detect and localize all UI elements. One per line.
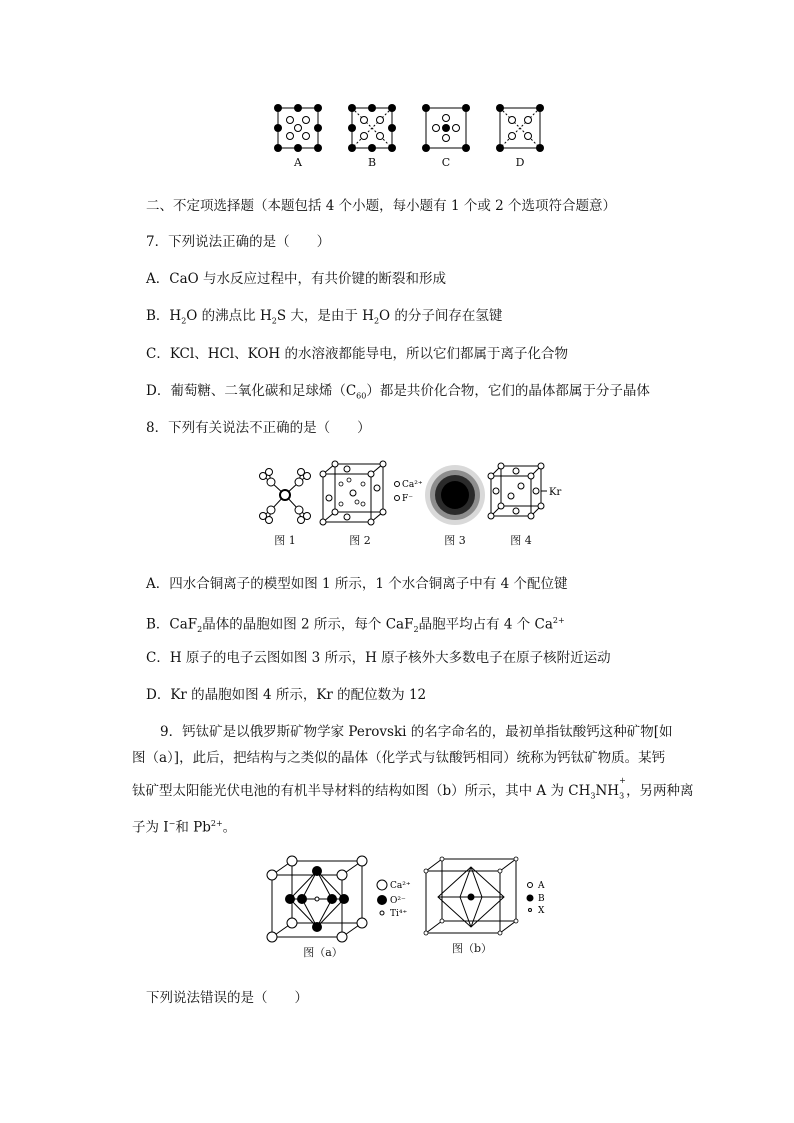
- fig-a-legend-o: O²⁻: [390, 896, 406, 906]
- fig-a-label: 图（a）: [303, 946, 343, 959]
- q8-fig1-label: 图 1: [274, 534, 296, 547]
- q7-option-b: B．$H_2O$ 的沸点比 $H_2S$ 大，是由于 $H_2O$ 的分子间存在氢键: [146, 308, 503, 326]
- q9-line2: 图（a）]，此后，把结构与之类似的晶体（化学式与钛酸钙相同）统称为钙钛矿物质。某钙: [132, 750, 666, 766]
- q9-line4: 子为 I−和 $Pb^{2+}$。: [132, 819, 237, 836]
- q9-line1: 9．钙钛矿是以俄罗斯矿物学家 Perovski 的名字命名的，最初单指钛酸钙这种矿物[如: [160, 724, 673, 740]
- fig2-caf2-cell: [320, 461, 400, 525]
- q7-option-c: C．KCl、HCl、KOH 的水溶液都能导电，所以它们都属于离子化合物: [146, 346, 568, 362]
- q8-stem: 8．下列有关说法不正确的是（ ）: [146, 420, 371, 436]
- q7-option-d: D．葡萄糖、二氧化碳和足球烯$(C_{60})$都是共价化合物，它们的晶体都属于分子晶体: [146, 383, 650, 401]
- fig-label-c: C: [441, 156, 451, 169]
- fig-b-label: 图（b）: [451, 942, 493, 955]
- fig3-electron-cloud: [425, 465, 485, 525]
- q8-option-c: C．H 原子的电子云图如图 3 所示，H 原子核外大多数电子在原子核附近运动: [146, 650, 611, 666]
- q9-tail: 下列说法错误的是（ ）: [146, 990, 308, 1006]
- q8-fig2-label: 图 2: [349, 534, 371, 547]
- fig-b-perovskite: [424, 857, 533, 935]
- q8-fig4-label: 图 4: [510, 534, 532, 547]
- q8-option-d: D．Kr 的晶胞如图 4 所示，Kr 的配位数为 12: [146, 687, 427, 703]
- fig4-kr-cell: [488, 463, 547, 519]
- q7-option-a: A．CaO 与水反应过程中，有共价键的断裂和形成: [146, 271, 446, 287]
- pattern-a: [274, 104, 322, 152]
- pattern-b: [348, 104, 396, 152]
- fig-a-perovskite: [267, 856, 387, 942]
- q9-line3: 钛矿型太阳能光伏电池的有机半导材料的结构如图（b）所示，其中 A 为 $CH_3NH$ + $_3$ ，另两种离: [132, 776, 694, 801]
- q7-stem: 7．下列说法正确的是（ ）: [146, 234, 331, 250]
- fig-b-legend-b: B: [538, 894, 545, 904]
- fig-label-a: A: [294, 156, 302, 169]
- q9-figures: [268, 855, 558, 945]
- q8-option-a: A．四水合铜离子的模型如图 1 所示，1 个水合铜离子中有 4 个配位键: [146, 576, 568, 592]
- fig-b-legend-x: X: [538, 906, 545, 916]
- fig-b-legend-a: A: [538, 881, 545, 891]
- pattern-d: [496, 104, 544, 152]
- q8-option-b: B．CaF$_2$晶体的晶胞如图 2 所示，每个 CaF$_2$晶胞平均占有 4 个 $Ca^{2+}$: [146, 616, 565, 635]
- fig2-legend-ca: Ca²⁺: [402, 480, 423, 490]
- fig4-legend-kr: Kr: [549, 487, 562, 498]
- fig-label-d: D: [515, 156, 525, 169]
- q8-fig3-label: 图 3: [444, 534, 466, 547]
- fig1-copper-complex: [260, 469, 311, 524]
- q8-figures: [255, 462, 585, 532]
- section-heading: 二、不定项选择题（本题包括 4 个小题，每小题有 1 个或 2 个选项符合题意）: [146, 198, 617, 214]
- fig2-legend-f: F⁻: [402, 494, 413, 504]
- fig-label-b: B: [367, 156, 377, 169]
- pattern-c: [422, 104, 470, 152]
- fig-a-legend-ca: Ca²⁺: [390, 881, 411, 891]
- top-figure: [270, 100, 550, 170]
- fig-a-legend-ti: Ti⁴⁺: [390, 909, 408, 919]
